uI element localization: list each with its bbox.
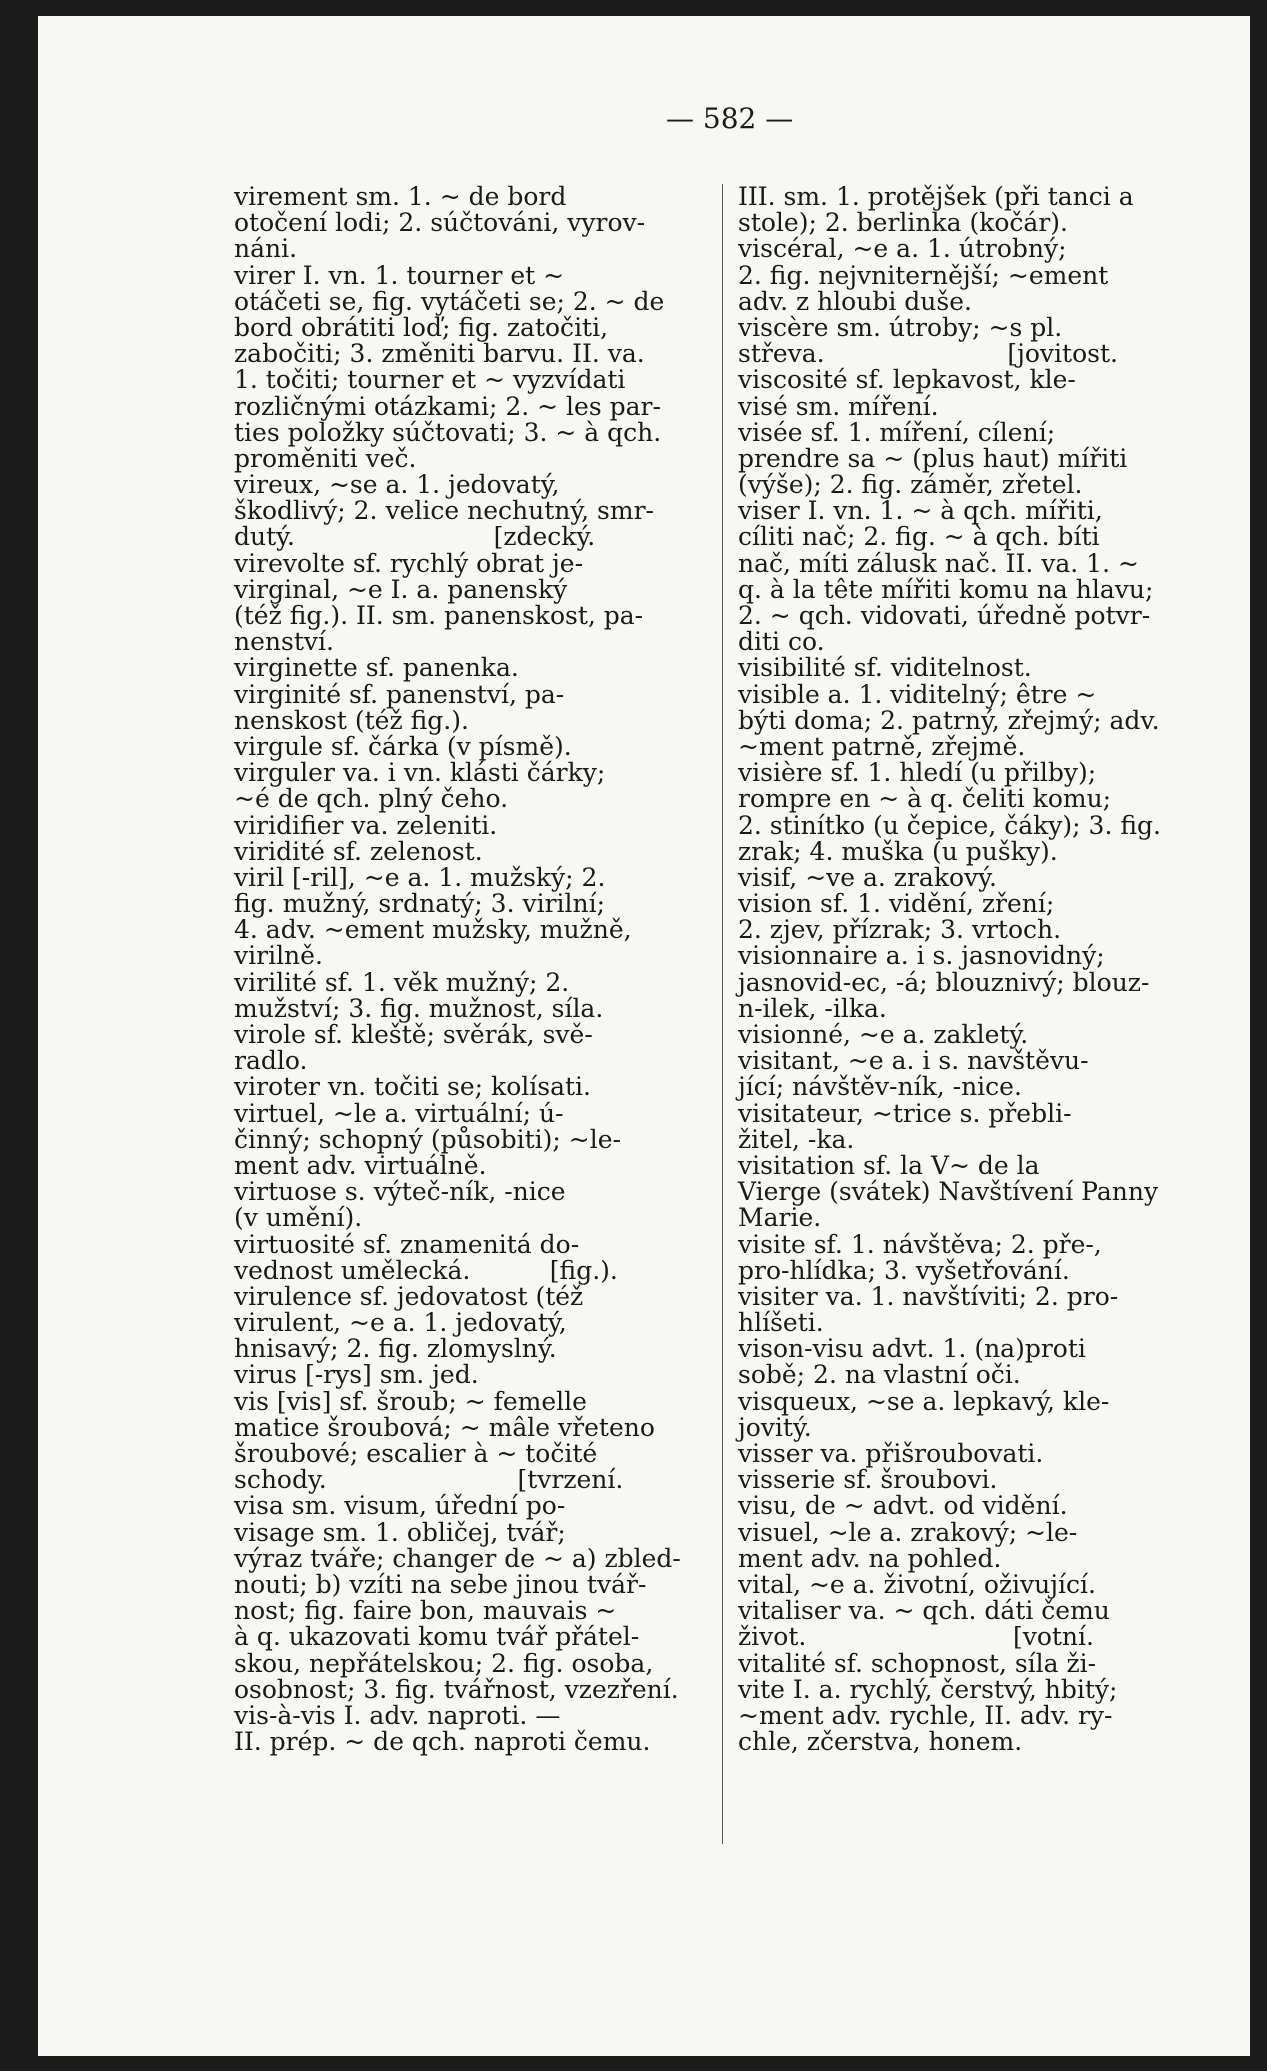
right-column-line: vitaliser va. ~ qch. dáti čemu	[738, 1596, 1110, 1626]
left-column-line: (též fig.). II. sm. panenskost, pa-	[234, 601, 644, 630]
column-divider	[722, 184, 723, 1844]
left-column-line: (v umění).	[234, 1203, 363, 1233]
left-column-line: viridifier va. zeleniti.	[234, 810, 498, 840]
left-column-line: à q. ukazovati komu tvář přátel-	[234, 1622, 640, 1652]
left-column-line: proměniti več.	[234, 443, 417, 473]
right-column-line: 2. ~ qch. vidovati, úředně potvr-	[738, 601, 1151, 630]
left-column-line: dutý. [zdecký.	[234, 522, 596, 552]
right-column-line: adv. z hloubi duše.	[738, 286, 972, 316]
right-column-line: 2. zjev, přízrak; 3. vrtoch.	[738, 915, 1062, 945]
left-column-line: viril [-ril], ~e a. 1. mužský; 2.	[234, 862, 606, 892]
left-column-line: virilně.	[234, 941, 323, 971]
right-column-line: vision sf. 1. vidění, zření;	[738, 889, 1055, 919]
left-column-line: osobnost; 3. fig. tvářnost, vzezření.	[234, 1674, 679, 1704]
right-column-line: n-ilek, -ilka.	[738, 993, 887, 1023]
right-column-line: zrak; 4. muška (u pušky).	[738, 836, 1058, 866]
left-column-line: výraz tváře; changer de ~ a) zbled-	[234, 1543, 681, 1573]
right-column-line: Vierge (svátek) Navštívení Panny	[738, 1177, 1159, 1207]
left-column-line: ~é de qch. plný čeho.	[234, 784, 509, 814]
left-column-line: visa sm. visum, úřední po-	[234, 1491, 566, 1521]
right-column-line: chle, zčerstva, honem.	[738, 1727, 1023, 1757]
left-column-line: ment adv. virtuálně.	[234, 1150, 487, 1180]
left-column-line: virtuosité sf. znamenitá do-	[234, 1229, 580, 1259]
right-column-line: visée sf. 1. míření, cílení;	[738, 417, 1056, 447]
right-column-line: visibilité sf. viditelnost.	[738, 653, 1032, 683]
left-column-line: virilité sf. 1. věk mužný; 2.	[234, 967, 570, 997]
right-column-line: visqueux, ~se a. lepkavý, kle-	[738, 1386, 1110, 1416]
right-column-line: střeva. [jovitost.	[738, 339, 1118, 369]
left-column-line: fig. mužný, srdnatý; 3. virilní;	[234, 889, 606, 919]
right-column-line: viser I. vn. 1. ~ à qch. mířiti,	[738, 496, 1103, 526]
left-column-line: radlo.	[234, 1046, 308, 1076]
left-column-line: schody. [tvrzení.	[234, 1465, 624, 1495]
left-column-line: virginité sf. panenství, pa-	[234, 679, 565, 709]
dictionary-page	[38, 16, 1250, 2056]
right-column-line: visitation sf. la V~ de la	[738, 1150, 1040, 1180]
left-column-line: virulent, ~e a. 1. jedovatý,	[234, 1308, 567, 1338]
left-column-line: 4. adv. ~ement mužsky, mužně,	[234, 915, 632, 945]
right-column-line: vison-visu advt. 1. (na)proti	[738, 1334, 1086, 1364]
left-column-line: mužství; 3. fig. mužnost, síla.	[234, 993, 604, 1023]
left-column-line: škodlivý; 2. velice nechutný, smr-	[234, 496, 654, 526]
left-column-line: bord obrátiti loď; fig. zatočiti,	[234, 312, 609, 342]
right-column-line: visiter va. 1. navštíviti; 2. pro-	[738, 1281, 1119, 1311]
right-column-line: visite sf. 1. návštěva; 2. pře-,	[738, 1229, 1102, 1259]
right-column-line: visionnaire a. i s. jasnovidný;	[738, 941, 1105, 971]
right-column-line: (výše); 2. fig. záměr, zřetel.	[738, 470, 1083, 500]
left-column-line: visage sm. 1. obličej, tvář;	[234, 1517, 566, 1547]
left-column-line: náni.	[234, 234, 298, 264]
right-column-line: viscéral, ~e a. 1. útrobný;	[738, 234, 1067, 264]
left-column-line: hnisavý; 2. fig. zlomyslný.	[234, 1334, 557, 1364]
right-column-line: viscosité sf. lepkavost, kle-	[738, 365, 1076, 395]
right-column-line: vitalité sf. schopnost, síla ži-	[738, 1648, 1097, 1678]
left-column-line: vis [vis] sf. šroub; ~ femelle	[234, 1386, 587, 1416]
right-column-line: visible a. 1. viditelný; être ~	[738, 679, 1097, 709]
left-column-line: virus [-rys] sm. jed.	[234, 1360, 479, 1390]
left-column-line: vednost umělecká. [fig.).	[234, 1255, 618, 1285]
right-column-line: visser va. přišroubovati.	[738, 1439, 1044, 1468]
left-column-line: II. prép. ~ de qch. naproti čemu.	[234, 1727, 651, 1757]
right-column-line: visu, de ~ advt. od vidění.	[738, 1491, 1068, 1521]
right-column-line: hlíšeti.	[738, 1308, 824, 1338]
right-column-line: visserie sf. šroubovi.	[738, 1465, 998, 1495]
right-column-line: nač, míti zálusk nač. II. va. 1. ~	[738, 548, 1139, 578]
left-column-line: vis-à-vis I. adv. naproti. —	[234, 1700, 561, 1730]
left-column-line: nenství.	[234, 627, 334, 657]
right-column-line: visière sf. 1. hledí (u přilby);	[738, 758, 1097, 788]
right-column-line: visionné, ~e a. zakletý.	[738, 1020, 1029, 1049]
right-column-line: jící; návštěv-ník, -nice.	[738, 1072, 1022, 1102]
left-column-line: šroubové; escalier à ~ točité	[234, 1439, 598, 1468]
left-column-line: matice šroubová; ~ mâle vřeteno	[234, 1412, 655, 1442]
left-column-line: otáčeti se, fig. vytáčeti se; 2. ~ de	[234, 286, 665, 316]
right-column-line: visitateur, ~trice s. přebli-	[738, 1098, 1072, 1128]
right-column-line: vital, ~e a. životní, oživující.	[738, 1569, 1096, 1599]
left-column-line: virginal, ~e I. a. panenský	[234, 574, 568, 604]
left-column-line: zabočiti; 3. změniti barvu. II. va.	[234, 339, 645, 369]
right-column-line: 2. stinítko (u čepice, čáky); 3. fig.	[738, 810, 1161, 840]
left-column-line: virevolte sf. rychlý obrat je-	[234, 548, 584, 578]
right-column-line: rompre en ~ à q. čeliti komu;	[738, 784, 1112, 814]
left-column-line: virgule sf. čárka (v písmě).	[234, 731, 572, 761]
left-column	[234, 184, 714, 1755]
right-column-line: jovitý.	[738, 1412, 812, 1442]
right-column-line: III. sm. 1. protějšek (při tanci a	[738, 182, 1134, 211]
left-column-line: ties položky súčtovati; 3. ~ à qch.	[234, 417, 662, 447]
right-column	[738, 184, 1218, 1755]
right-column-line: visitant, ~e a. i s. navštěvu-	[738, 1046, 1089, 1076]
right-column-line: ment adv. na pohled.	[738, 1543, 1002, 1573]
right-column-line: jasnovid-ec, -á; blouznivý; blouz-	[738, 967, 1150, 997]
right-column-line: žitel, -ka.	[738, 1124, 855, 1154]
right-column-line: vite I. a. rychlý, čerstvý, hbitý;	[738, 1674, 1118, 1704]
left-column-line: vireux, ~se a. 1. jedovatý,	[234, 470, 560, 500]
left-column-line: virole sf. kleště; svěrák, svě-	[234, 1020, 593, 1049]
right-column-line: život. [votní.	[738, 1622, 1094, 1652]
right-column-line: diti co.	[738, 627, 825, 657]
left-column-line: nouti; b) vzíti na sebe jinou tvář-	[234, 1569, 647, 1599]
left-column-line: skou, nepřátelskou; 2. fig. osoba,	[234, 1648, 654, 1678]
left-column-line: viridité sf. zelenost.	[234, 836, 483, 866]
right-column-line: sobě; 2. na vlastní oči.	[738, 1360, 1021, 1390]
left-column-line: virement sm. 1. ~ de bord	[234, 182, 567, 211]
right-column-line: visé sm. míření.	[738, 391, 939, 421]
right-column-line: q. à la tête mířiti komu na hlavu;	[738, 574, 1154, 604]
right-column-line: býti doma; 2. patrný, zřejmý; adv.	[738, 705, 1160, 735]
left-column-line: viroter vn. točiti se; kolísati.	[234, 1072, 591, 1102]
right-column-line: 2. fig. nejvniternější; ~ement	[738, 260, 1109, 290]
left-column-line: nost; fig. faire bon, mauvais ~	[234, 1596, 617, 1626]
right-column-line: visuel, ~le a. zrakový; ~le-	[738, 1517, 1078, 1547]
left-column-line: nenskost (též fig.).	[234, 705, 469, 735]
left-column-line: virer I. vn. 1. tourner et ~	[234, 260, 565, 290]
left-column-line: virguler va. i vn. klásti čárky;	[234, 758, 606, 788]
right-column-line: cíliti nač; 2. fig. ~ à qch. bíti	[738, 522, 1100, 552]
left-column-line: otočení lodi; 2. súčtováni, vyrov-	[234, 208, 646, 238]
right-column-line: ~ment patrně, zřejmě.	[738, 731, 1026, 761]
left-column-line: virtuose s. výteč-ník, -nice	[234, 1177, 566, 1207]
right-column-line: stole); 2. berlinka (kočár).	[738, 208, 1068, 238]
left-column-line: virulence sf. jedovatost (též	[234, 1281, 584, 1311]
right-column-line: viscère sm. útroby; ~s pl.	[738, 312, 1063, 342]
left-column-line: 1. točiti; tourner et ~ vyzvídati	[234, 365, 626, 395]
right-column-line: visif, ~ve a. zrakový.	[738, 862, 997, 892]
left-column-line: virginette sf. panenka.	[234, 653, 519, 683]
left-column-line: činný; schopný (působiti); ~le-	[234, 1124, 621, 1154]
right-column-line: pro-hlídka; 3. vyšetřování.	[738, 1255, 1070, 1285]
left-column-line: virtuel, ~le a. virtuální; ú-	[234, 1098, 564, 1128]
left-column-line: rozličnými otázkami; 2. ~ les par-	[234, 391, 661, 421]
right-column-line: Marie.	[738, 1203, 822, 1233]
page-number: — 582 —	[666, 102, 794, 135]
right-column-line: ~ment adv. rychle, II. adv. ry-	[738, 1700, 1113, 1730]
right-column-line: prendre sa ~ (plus haut) mířiti	[738, 443, 1128, 473]
